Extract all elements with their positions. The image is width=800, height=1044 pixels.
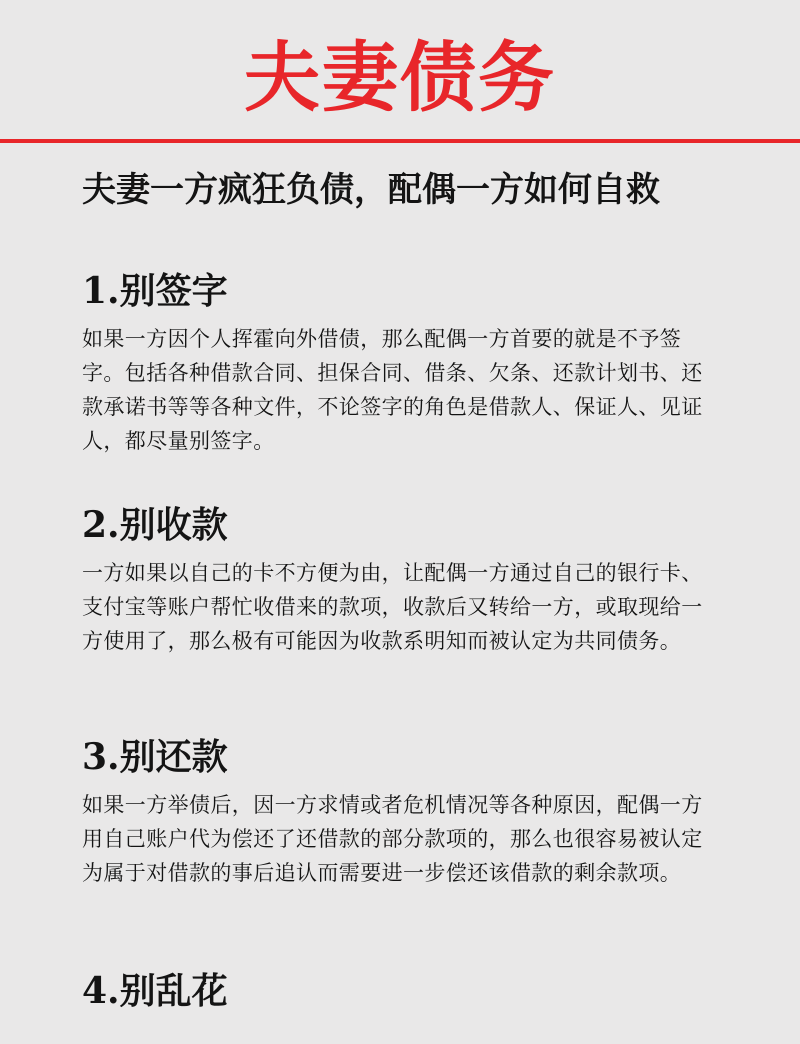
- section-body: 一方如果以自己的卡不方便为由，让配偶一方通过自己的银行卡、支付宝等账户帮忙收借来的款项，收款后又转给一方，或取现给一方使用了，那么极有可能因为收款系明知而被认定为共同债务。: [82, 561, 703, 653]
- section-body: 如果一方因个人挥霍向外借债，那么配偶一方首要的就是不予签字。包括各种借款合同、担保合同、借条、欠条、还款计划书、还款承诺书等等各种文件，不论签字的角色是借款人、保证人、见证人，都尽量别签字。: [82, 327, 703, 453]
- section-title: 4.别乱花: [82, 970, 228, 1012]
- title-divider: [0, 139, 800, 143]
- section-sign: [82, 266, 722, 458]
- page-title: 夫妻债务: [244, 33, 556, 122]
- section-receive: [82, 500, 722, 658]
- section-title: 3.别还款: [82, 736, 228, 778]
- section-body: 如果一方举债后，因一方求情或者危机情况等各种原因，配偶一方用自己账户代为偿还了还借款的部分款项的，那么也很容易被认定为属于对借款的事后追认而需要进一步偿还该借款的剩余款项。: [82, 793, 703, 885]
- section-spend: [82, 966, 722, 1016]
- section-repay: [82, 732, 722, 890]
- section-title: 1.别签字: [82, 270, 228, 312]
- subtitle: 夫妻一方疯狂负债，配偶一方如何自救: [82, 170, 660, 210]
- section-title: 2.别收款: [82, 504, 228, 546]
